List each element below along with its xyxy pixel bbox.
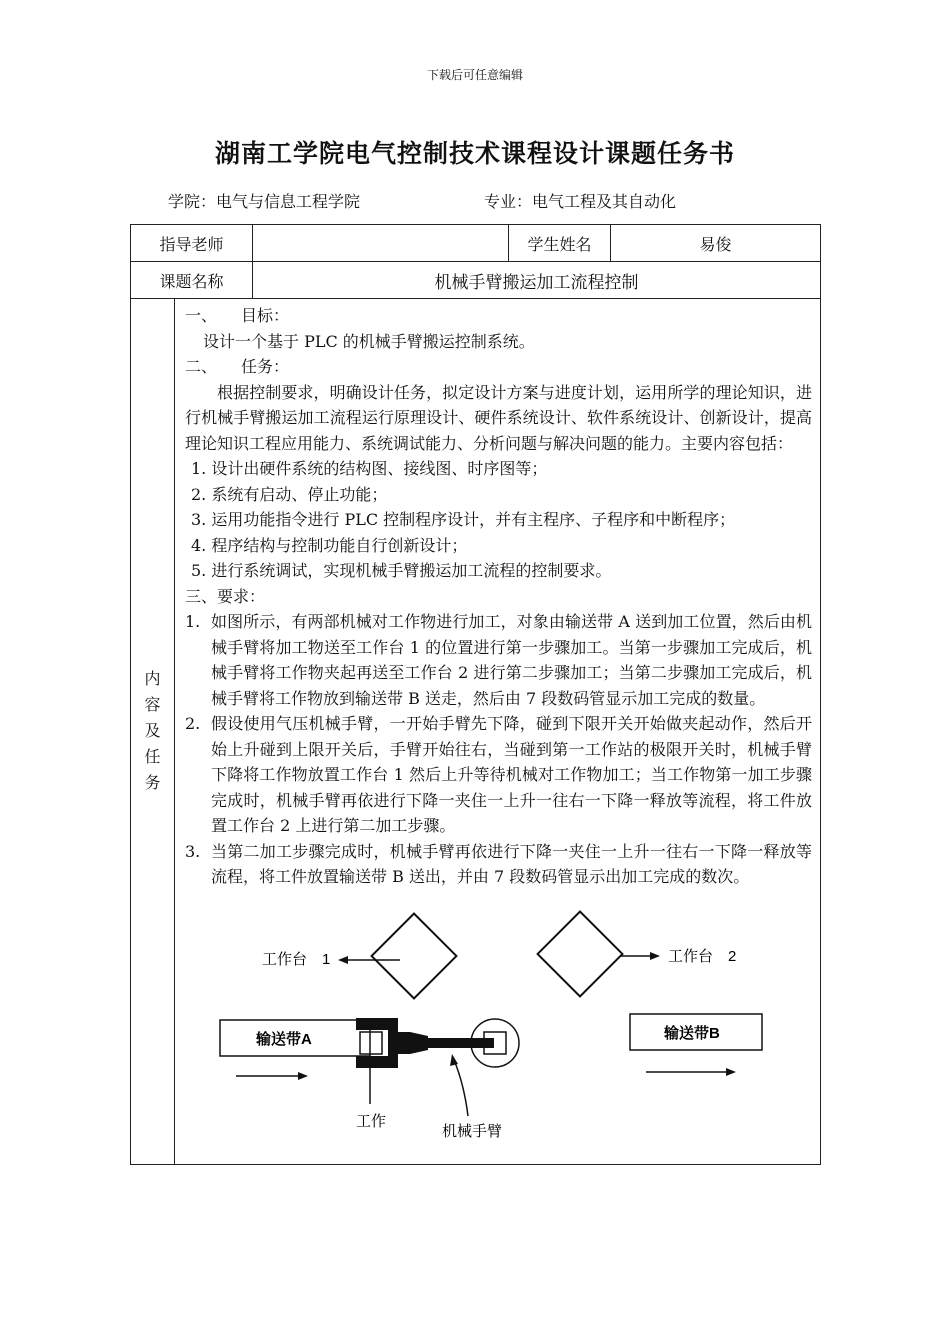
advisor-label: 指导老师 bbox=[131, 225, 253, 262]
major-field: 专业：电气工程及其自动化 bbox=[484, 192, 677, 211]
header-note: 下载后可任意编辑 bbox=[426, 68, 523, 82]
requirement-number: 1. bbox=[185, 612, 201, 631]
content-side-label bbox=[131, 299, 175, 1165]
arm-pointer bbox=[454, 1060, 468, 1116]
topic-value: 机械手臂搬运加工流程控制 bbox=[253, 262, 821, 299]
task-paragraph: 根据控制要求，明确设计任务，拟定设计方案与进度计划，运用所学的理论知识，进行机械手臂搬运加工流程运行原理设计、硬件系统设计、软件系统设计、创新设计，提高理论知识工程应用能力、系统调试能力、分析问题与解决问题的能力。主要内容包括： bbox=[185, 382, 813, 453]
work-table-2-shape bbox=[538, 911, 623, 996]
work-table-1-shape bbox=[372, 913, 457, 998]
belt-a-label: 输送带A bbox=[256, 1030, 312, 1048]
requirement-text: 假设使用气压机械手臂，一开始手臂先下降，碰到下限开关开始做夹起动作，然后开始上升碰到上限开关后，手臂开始往右，当碰到第一工作站的极限开关时，机械手臂下降将工作物放置工作台 1 然后上升等待机械对工作物加工；当工作物第一加工步骤完成时，机械手臂再依进行下降一夹住一上升一往右一下降一释放等流程，将工件放置工作台 2 上进行第二加工步骤。 bbox=[211, 714, 813, 835]
college-field: 学院：电气与信息工程学院 bbox=[168, 192, 361, 211]
belt-a-arrowhead bbox=[298, 1072, 308, 1080]
requirement-item bbox=[185, 711, 812, 839]
work-table-1-arrowhead bbox=[338, 956, 348, 964]
side-char: 容 bbox=[144, 695, 161, 715]
document-title: 湖南工学院电气控制技术课程设计课题任务书 bbox=[214, 139, 735, 168]
requirement-text: 当第二加工步骤完成时，机械手臂再依进行下降一夹住一上升一往右一下降一释放等流程，将工件放置输送带 B 送出，并由 7 段数码管显示出加工完成的数次。 bbox=[211, 841, 813, 886]
arm-label: 机械手臂 bbox=[442, 1122, 503, 1140]
student-label: 学生姓名 bbox=[509, 225, 611, 262]
task-item: 5. 进行系统调试，实现机械手臂搬运加工流程的控制要求。 bbox=[191, 561, 612, 580]
task-item: 1. 设计出硬件系统的结构图、接线图、时序图等； bbox=[191, 459, 548, 478]
task-item: 4. 程序结构与控制功能自行创新设计； bbox=[191, 535, 468, 555]
requirement-number: 3. bbox=[185, 841, 201, 861]
content-cell bbox=[175, 299, 821, 1165]
arm-diagram bbox=[185, 904, 812, 1164]
arm-pointer-head bbox=[450, 1054, 458, 1066]
goal-heading: 一、 目标： bbox=[185, 306, 290, 325]
belt-b-arrowhead bbox=[726, 1068, 736, 1076]
task-heading: 二、 任务： bbox=[185, 357, 290, 376]
goal-text: 设计一个基于 PLC 的机械手臂搬运控制系统。 bbox=[203, 331, 535, 351]
work-label: 工作 bbox=[356, 1112, 387, 1130]
side-char: 及 bbox=[144, 721, 161, 741]
advisor-value bbox=[253, 225, 509, 262]
work-table-1-label: 工作台 1 bbox=[262, 950, 331, 968]
topic-label: 课题名称 bbox=[131, 262, 253, 299]
arm-bar bbox=[420, 1038, 494, 1048]
requirement-text: 如图所示，有两部机械对工作物进行加工，对象由输送带 A 送到加工位置，然后由机械手臂将加工物送至工作台 1 的位置进行第一步骤加工。当第一步骤加工完成后，机械手臂将工作物夹起再送至工作台 2 进行第二步骤加工；当第二步骤加工完成后，机械手臂将工作物放到输送带 B 送走，然后由 7 段数码管显示加工完成的数量。 bbox=[211, 612, 813, 708]
requirement-item bbox=[185, 839, 812, 890]
student-value: 易俊 bbox=[611, 225, 821, 262]
assignment-table bbox=[130, 224, 821, 1165]
task-item: 2. 系统有启动、停止功能； bbox=[191, 484, 388, 504]
task-item: 3. 运用功能指令进行 PLC 控制程序设计，并有主程序、子程序和中断程序； bbox=[191, 510, 736, 529]
work-table-2-label: 工作台 2 bbox=[668, 947, 737, 965]
work-table-2-arrowhead bbox=[650, 952, 660, 960]
side-char: 内 bbox=[144, 669, 161, 689]
side-char: 任 bbox=[144, 747, 161, 767]
requirement-item bbox=[185, 609, 812, 711]
belt-b-label: 输送带B bbox=[664, 1024, 720, 1042]
side-char: 务 bbox=[144, 773, 161, 793]
workpiece-shape bbox=[360, 1032, 382, 1054]
gripper-shape bbox=[356, 1018, 428, 1068]
requirements-heading: 三、要求： bbox=[185, 586, 266, 606]
arm-diagram-figure bbox=[210, 904, 810, 1159]
requirement-number: 2. bbox=[185, 714, 201, 733]
